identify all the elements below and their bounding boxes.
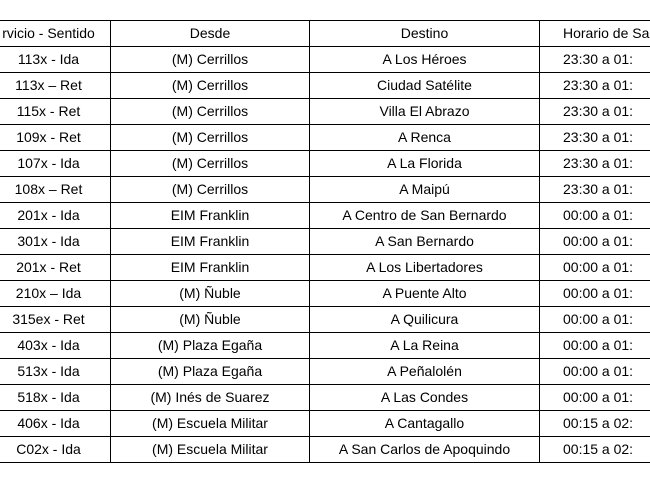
header-desde: Desde <box>111 21 310 47</box>
cell-desde: (M) Cerrillos <box>111 177 310 203</box>
cell-horario: 23:30 a 01: <box>540 99 650 125</box>
cell-destino: A Maipú <box>310 177 540 203</box>
cell-desde: (M) Cerrillos <box>111 73 310 99</box>
cell-destino: A Los Libertadores <box>310 255 540 281</box>
cell-horario: 00:00 a 01: <box>540 229 650 255</box>
table-row <box>0 307 650 333</box>
cell-servicio: 301x - Ida <box>0 229 111 255</box>
cell-servicio: 109x - Ret <box>0 125 111 151</box>
table-row <box>0 47 650 73</box>
cell-destino: A La Reina <box>310 333 540 359</box>
header-destino: Destino <box>310 21 540 47</box>
cell-horario: 23:30 a 01: <box>540 47 650 73</box>
cell-horario: 00:00 a 01: <box>540 203 650 229</box>
schedule-table <box>0 20 650 463</box>
table-row <box>0 281 650 307</box>
cell-desde: (M) Escuela Militar <box>111 437 310 463</box>
cell-servicio: 315ex - Ret <box>0 307 111 333</box>
cell-destino: A Peñalolén <box>310 359 540 385</box>
cell-horario: 00:00 a 01: <box>540 333 650 359</box>
table-row <box>0 333 650 359</box>
table-row <box>0 359 650 385</box>
cell-servicio: 115x - Ret <box>0 99 111 125</box>
table-row <box>0 411 650 437</box>
table-row <box>0 151 650 177</box>
cell-servicio: 107x - Ida <box>0 151 111 177</box>
cell-desde: (M) Ñuble <box>111 281 310 307</box>
cell-desde: (M) Plaza Egaña <box>111 333 310 359</box>
table-body <box>0 47 650 463</box>
cell-horario: 23:30 a 01: <box>540 125 650 151</box>
cell-servicio: 210x – Ida <box>0 281 111 307</box>
cell-horario: 23:30 a 01: <box>540 151 650 177</box>
cell-destino: A La Florida <box>310 151 540 177</box>
cell-servicio: 201x - Ida <box>0 203 111 229</box>
cell-destino: A Las Condes <box>310 385 540 411</box>
table-row <box>0 203 650 229</box>
cell-destino: A Cantagallo <box>310 411 540 437</box>
cell-desde: EIM Franklin <box>111 203 310 229</box>
cell-horario: 00:15 a 02: <box>540 437 650 463</box>
table-row <box>0 229 650 255</box>
cell-desde: (M) Plaza Egaña <box>111 359 310 385</box>
table-row <box>0 99 650 125</box>
cell-desde: (M) Ñuble <box>111 307 310 333</box>
cell-horario: 00:15 a 02: <box>540 411 650 437</box>
cell-desde: (M) Inés de Suarez <box>111 385 310 411</box>
cell-servicio: 518x - Ida <box>0 385 111 411</box>
cell-servicio: 406x - Ida <box>0 411 111 437</box>
cell-horario: 00:00 a 01: <box>540 359 650 385</box>
cell-desde: (M) Cerrillos <box>111 47 310 73</box>
table-row <box>0 177 650 203</box>
cell-destino: A San Carlos de Apoquindo <box>310 437 540 463</box>
cell-servicio: 113x - Ida <box>0 47 111 73</box>
cell-destino: A San Bernardo <box>310 229 540 255</box>
table-row <box>0 385 650 411</box>
table-row <box>0 437 650 463</box>
table-header-row <box>0 21 650 47</box>
cell-horario: 23:30 a 01: <box>540 73 650 99</box>
cell-horario: 00:00 a 01: <box>540 385 650 411</box>
cell-desde: (M) Cerrillos <box>111 99 310 125</box>
cell-servicio: 201x - Ret <box>0 255 111 281</box>
cell-horario: 00:00 a 01: <box>540 281 650 307</box>
cell-servicio: C02x - Ida <box>0 437 111 463</box>
cell-desde: EIM Franklin <box>111 255 310 281</box>
cell-destino: A Quilicura <box>310 307 540 333</box>
table-row <box>0 125 650 151</box>
cell-horario: 23:30 a 01: <box>540 177 650 203</box>
cell-servicio: 513x - Ida <box>0 359 111 385</box>
cell-destino: A Los Héroes <box>310 47 540 73</box>
header-servicio: rvicio - Sentido <box>0 21 111 47</box>
cell-desde: (M) Escuela Militar <box>111 411 310 437</box>
cell-destino: A Puente Alto <box>310 281 540 307</box>
cell-horario: 00:00 a 01: <box>540 307 650 333</box>
cell-destino: Ciudad Satélite <box>310 73 540 99</box>
table-row <box>0 73 650 99</box>
cell-destino: Villa El Abrazo <box>310 99 540 125</box>
cell-destino: A Renca <box>310 125 540 151</box>
cell-desde: (M) Cerrillos <box>111 125 310 151</box>
cell-desde: EIM Franklin <box>111 229 310 255</box>
cell-servicio: 113x – Ret <box>0 73 111 99</box>
cell-destino: A Centro de San Bernardo <box>310 203 540 229</box>
cell-desde: (M) Cerrillos <box>111 151 310 177</box>
table-row <box>0 255 650 281</box>
header-horario: Horario de Sa <box>540 21 650 47</box>
cell-servicio: 403x - Ida <box>0 333 111 359</box>
cell-servicio: 108x – Ret <box>0 177 111 203</box>
cell-horario: 00:00 a 01: <box>540 255 650 281</box>
